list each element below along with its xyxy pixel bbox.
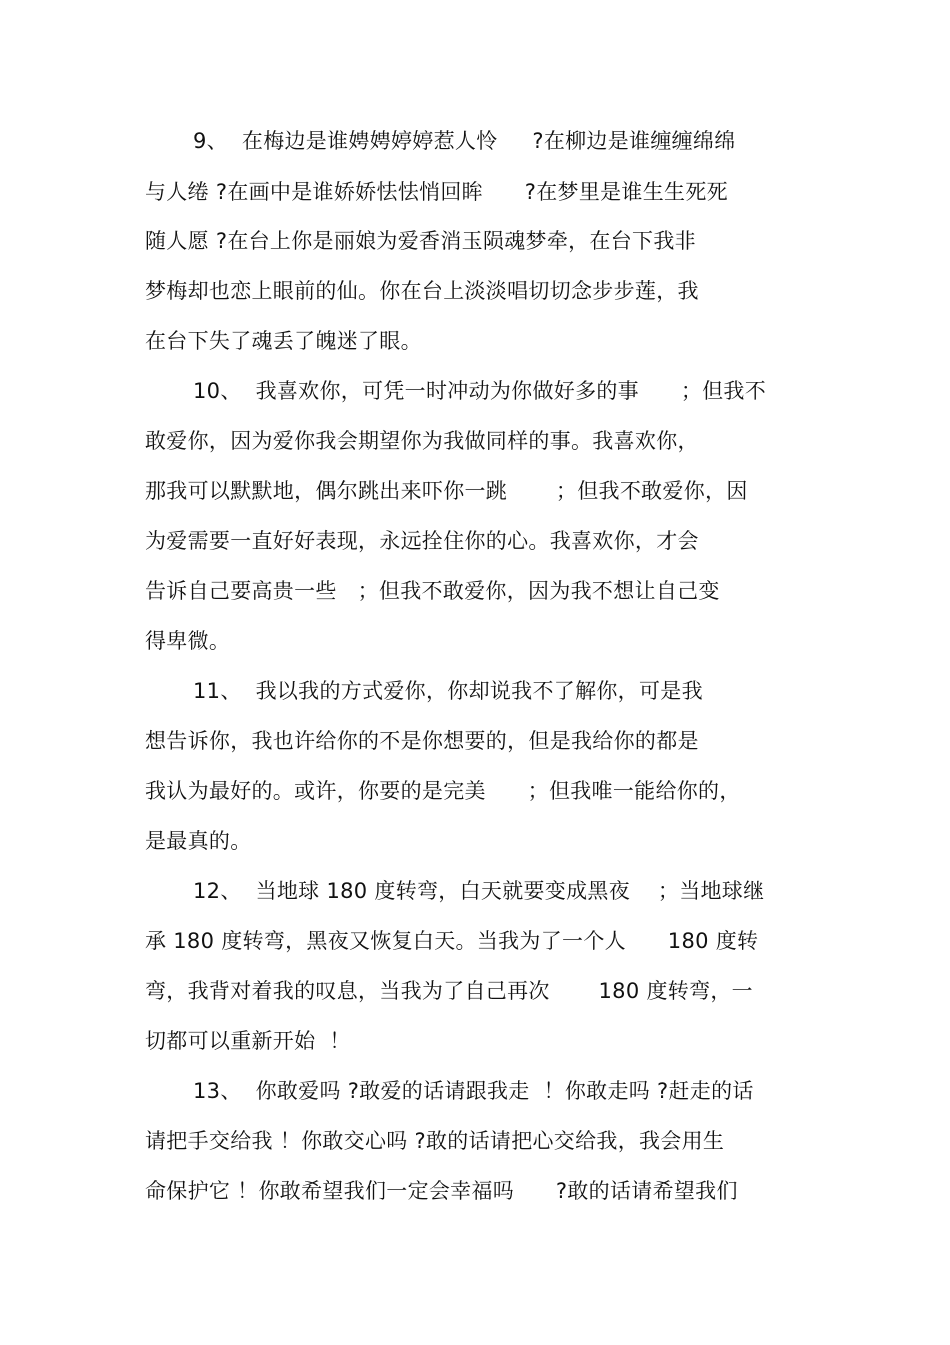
text-line: 10、 我喜欢你，可凭一时冲动为你做好多的事 ；但我不	[193, 379, 767, 403]
text-line: 承 180 度转弯，黑夜又恢复白天。当我为了一个人 180 度转	[145, 929, 759, 953]
text-line: 与人绻 ?在画中是谁娇娇怯怯悄回眸 ?在梦里是谁生生死死	[145, 180, 728, 204]
text-line: 命保护它 ！你敢希望我们一定会幸福吗 ?敢的话请希望我们	[145, 1179, 738, 1203]
text-line: 随人愿 ?在台上你是丽娘为爱香消玉陨魂梦牵，在台下我非	[145, 229, 696, 253]
text-line: 得卑微。	[145, 629, 231, 653]
text-line: 弯，我背对着我的叹息，当我为了自己再次 180 度转弯，一	[145, 979, 753, 1003]
text-line: 11、 我以我的方式爱你，你却说我不了解你，可是我	[193, 679, 703, 703]
text-line: 请把手交给我 ！你敢交心吗 ?敢的话请把心交给我，我会用生	[145, 1129, 725, 1153]
text-line: 告诉自己要高贵一些 ；但我不敢爱你，因为我不想让自己变	[145, 579, 720, 603]
text-line: 梦梅却也恋上眼前的仙。你在台上淡淡唱切切念步步莲，我	[145, 279, 699, 303]
text-line: 为爱需要一直好好表现，永远拴住你的心。我喜欢你，才会	[145, 529, 699, 553]
text-line: 我认为最好的。或许，你要的是完美 ；但我唯一能给你的，	[145, 779, 741, 803]
text-line: 想告诉你，我也许给你的不是你想要的，但是我给你的都是	[145, 729, 699, 753]
text-line: 12、 当地球 180 度转弯，白天就要变成黑夜 ；当地球继	[193, 879, 765, 903]
text-line: 那我可以默默地，偶尔跳出来吓你一跳 ；但我不敢爱你，因	[145, 479, 748, 503]
text-line: 在台下失了魂丢了魄迷了眼。	[145, 329, 422, 353]
text-line: 13、 你敢爱吗 ?敢爱的话请跟我走 ！你敢走吗 ?赶走的话	[193, 1079, 754, 1103]
text-line: 9、 在梅边是谁娉娉婷婷惹人怜 ?在柳边是谁缠缠绵绵	[193, 129, 736, 153]
text-line: 切都可以重新开始 ！	[145, 1029, 351, 1053]
text-line: 敢爱你，因为爱你我会期望你为我做同样的事。我喜欢你，	[145, 429, 699, 453]
text-line: 是最真的。	[145, 829, 252, 853]
